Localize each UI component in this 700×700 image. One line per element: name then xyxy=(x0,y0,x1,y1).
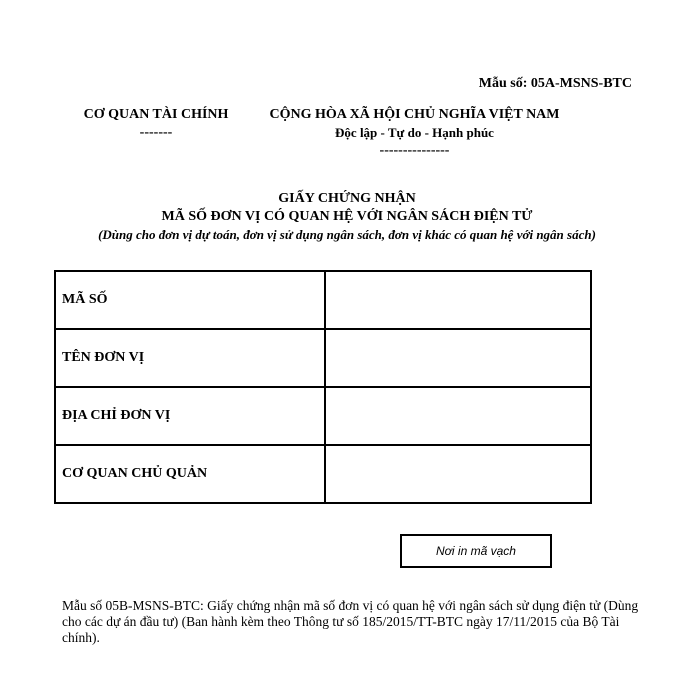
row-value xyxy=(325,387,591,445)
row-label: MÃ SỐ xyxy=(55,271,325,329)
table-row xyxy=(55,387,591,445)
form-code: Mẫu số: 05A-MSNS-BTC xyxy=(478,76,632,91)
barcode-label: Nơi in mã vạch xyxy=(436,544,516,558)
row-label: TÊN ĐƠN VỊ xyxy=(55,329,325,387)
row-value xyxy=(325,329,591,387)
row-value xyxy=(325,271,591,329)
footnote: Mẫu số 05B-MSNS-BTC: Giấy chứng nhận mã số đơn vị có quan hệ với ngân sách sử dụng điện tử (Dùng cho các dự án đầu tư) (Ban hành kèm theo Thông tư số 185/2015/TT-BTC ngày 17/11/2015 của Bộ Tài chính). xyxy=(62,598,639,645)
row-value xyxy=(325,445,591,503)
barcode-placeholder xyxy=(400,534,552,568)
title-line-2: MÃ SỐ ĐƠN VỊ CÓ QUAN HỆ VỚI NGÂN SÁCH ĐIỆN TỬ xyxy=(161,209,533,224)
title-line-1: GIẤY CHỨNG NHẬN xyxy=(278,191,416,206)
nation-name: CỘNG HÒA XÃ HỘI CHỦ NGHĨA VIỆT NAM xyxy=(269,107,560,122)
agency-name: CƠ QUAN TÀI CHÍNH xyxy=(83,107,229,122)
agency-rule: ------- xyxy=(139,125,173,140)
motto-rule: --------------- xyxy=(379,143,450,158)
row-label: CƠ QUAN CHỦ QUẢN xyxy=(55,445,325,503)
agency-header xyxy=(72,106,240,142)
document-title xyxy=(60,190,634,243)
row-label: ĐỊA CHỈ ĐƠN VỊ xyxy=(55,387,325,445)
table-row xyxy=(55,445,591,503)
nation-header xyxy=(262,106,567,160)
info-table xyxy=(54,270,592,504)
national-motto: Độc lập - Tự do - Hạnh phúc xyxy=(335,125,494,140)
title-subtitle: (Dùng cho đơn vị dự toán, đơn vị sử dụng ngân sách, đơn vị khác có quan hệ với ngân sách) xyxy=(98,227,596,242)
table-row xyxy=(55,329,591,387)
table-row xyxy=(55,271,591,329)
